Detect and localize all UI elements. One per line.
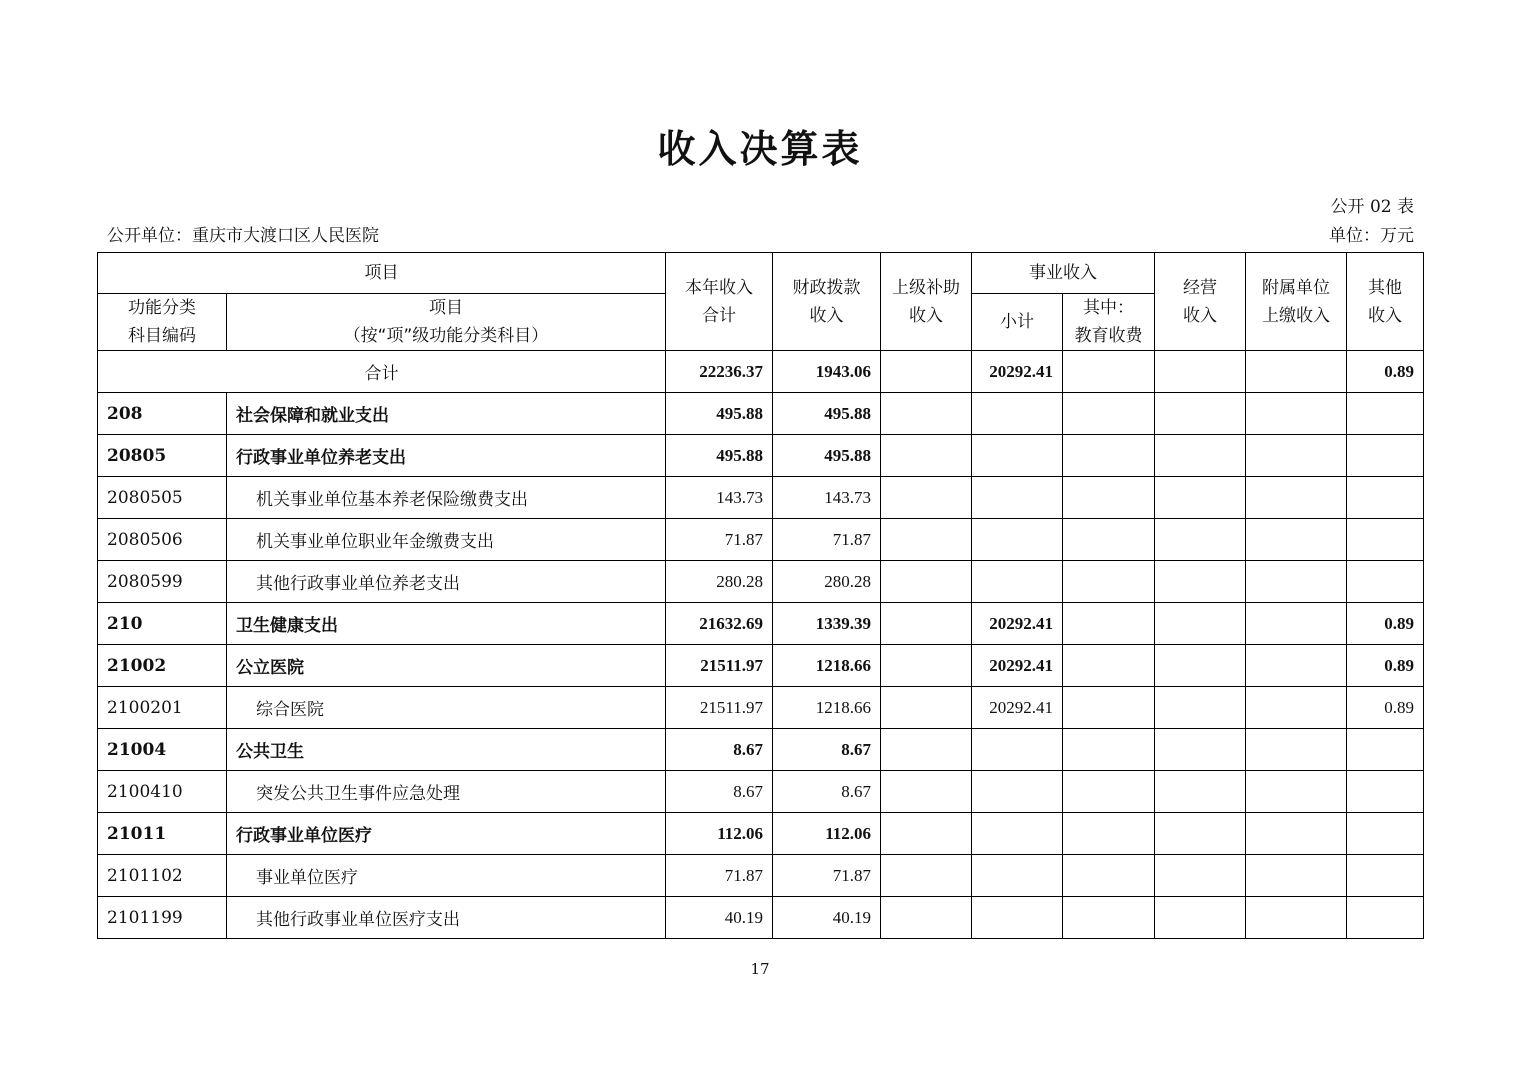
row-name-text: 突发公共卫生事件应急处理 [256, 784, 460, 804]
total-edu-fee [1063, 351, 1155, 393]
row-code: 2080505 [98, 477, 227, 519]
row-operating [1155, 729, 1246, 771]
table-row [98, 393, 1424, 435]
row-affiliate [1246, 771, 1347, 813]
row-operating [1155, 855, 1246, 897]
row-edu-fee [1063, 561, 1155, 603]
total-label: 合计 [98, 351, 666, 393]
row-superior-subsidy [881, 771, 972, 813]
row-subtotal: 20292.41 [972, 687, 1063, 729]
table-row [98, 519, 1424, 561]
reporting-unit: 公开单位：重庆市大渡口区人民医院 [107, 226, 379, 246]
row-fiscal: 495.88 [773, 393, 881, 435]
row-total: 8.67 [666, 729, 773, 771]
row-code: 208 [98, 393, 227, 435]
row-affiliate [1246, 687, 1347, 729]
form-number: 公开 02 表 [1330, 197, 1414, 217]
table-row [98, 855, 1424, 897]
row-subtotal [972, 519, 1063, 561]
row-total: 280.28 [666, 561, 773, 603]
row-edu-fee [1063, 435, 1155, 477]
header-fiscal: 财政拨款 收入 [773, 253, 881, 351]
row-subtotal [972, 897, 1063, 939]
row-code: 21011 [98, 813, 227, 855]
row-operating [1155, 519, 1246, 561]
row-operating [1155, 477, 1246, 519]
row-name-text: 公共卫生 [236, 742, 304, 762]
header-business-group: 事业收入 [972, 253, 1155, 294]
total-affiliate [1246, 351, 1347, 393]
row-operating [1155, 603, 1246, 645]
row-affiliate [1246, 855, 1347, 897]
table-row [98, 603, 1424, 645]
header-affiliate: 附属单位 上缴收入 [1246, 253, 1347, 351]
row-fiscal: 495.88 [773, 435, 881, 477]
row-superior-subsidy [881, 897, 972, 939]
row-code: 2100201 [98, 687, 227, 729]
row-affiliate [1246, 813, 1347, 855]
row-name-text: 事业单位医疗 [256, 868, 358, 888]
row-name-text: 机关事业单位职业年金缴费支出 [256, 532, 494, 552]
row-other [1347, 729, 1424, 771]
row-superior-subsidy [881, 687, 972, 729]
total-other: 0.89 [1347, 351, 1424, 393]
row-name [227, 435, 666, 477]
row-other [1347, 561, 1424, 603]
row-name [227, 603, 666, 645]
row-fiscal: 1339.39 [773, 603, 881, 645]
table-row [98, 813, 1424, 855]
row-edu-fee [1063, 519, 1155, 561]
row-total: 495.88 [666, 435, 773, 477]
total-operating [1155, 351, 1246, 393]
total-row [98, 351, 1424, 393]
row-code: 20805 [98, 435, 227, 477]
header-superior-subsidy: 上级补助 收入 [881, 253, 972, 351]
row-edu-fee [1063, 687, 1155, 729]
table-row [98, 645, 1424, 687]
row-code: 21004 [98, 729, 227, 771]
row-fiscal: 71.87 [773, 855, 881, 897]
row-other: 0.89 [1347, 645, 1424, 687]
row-name-text: 其他行政事业单位医疗支出 [256, 910, 460, 930]
row-affiliate [1246, 729, 1347, 771]
row-subtotal [972, 813, 1063, 855]
row-fiscal: 112.06 [773, 813, 881, 855]
row-affiliate [1246, 519, 1347, 561]
row-subtotal: 20292.41 [972, 645, 1063, 687]
row-name [227, 855, 666, 897]
row-edu-fee [1063, 645, 1155, 687]
row-fiscal: 71.87 [773, 519, 881, 561]
row-total: 71.87 [666, 855, 773, 897]
row-affiliate [1246, 561, 1347, 603]
row-affiliate [1246, 897, 1347, 939]
row-fiscal: 1218.66 [773, 687, 881, 729]
row-total: 21511.97 [666, 645, 773, 687]
row-other: 0.89 [1347, 687, 1424, 729]
row-superior-subsidy [881, 603, 972, 645]
header-subtotal: 小计 [972, 294, 1063, 351]
row-other [1347, 393, 1424, 435]
row-affiliate [1246, 645, 1347, 687]
row-name [227, 771, 666, 813]
row-subtotal [972, 477, 1063, 519]
row-edu-fee [1063, 771, 1155, 813]
row-name-text: 其他行政事业单位养老支出 [256, 574, 460, 594]
row-subtotal [972, 729, 1063, 771]
row-superior-subsidy [881, 393, 972, 435]
row-other [1347, 435, 1424, 477]
row-name [227, 393, 666, 435]
row-total: 21632.69 [666, 603, 773, 645]
row-operating [1155, 687, 1246, 729]
table-body [98, 351, 1424, 939]
row-superior-subsidy [881, 729, 972, 771]
row-fiscal: 1218.66 [773, 645, 881, 687]
row-superior-subsidy [881, 561, 972, 603]
row-code: 2080506 [98, 519, 227, 561]
currency-unit: 单位：万元 [1329, 226, 1414, 246]
row-code: 2080599 [98, 561, 227, 603]
row-name [227, 519, 666, 561]
row-affiliate [1246, 393, 1347, 435]
row-subtotal [972, 855, 1063, 897]
row-superior-subsidy [881, 813, 972, 855]
row-other [1347, 771, 1424, 813]
row-affiliate [1246, 477, 1347, 519]
row-affiliate [1246, 603, 1347, 645]
row-total: 112.06 [666, 813, 773, 855]
row-subtotal [972, 393, 1063, 435]
row-superior-subsidy [881, 855, 972, 897]
header-edu-fee: 其中： 教育收费 [1063, 294, 1155, 351]
row-code: 2100410 [98, 771, 227, 813]
row-edu-fee [1063, 813, 1155, 855]
row-name [227, 645, 666, 687]
row-operating [1155, 435, 1246, 477]
header-item-group: 项目 [98, 253, 666, 294]
total-superior-subsidy [881, 351, 972, 393]
row-edu-fee [1063, 477, 1155, 519]
row-name [227, 561, 666, 603]
header-total: 本年收入 合计 [666, 253, 773, 351]
row-other [1347, 855, 1424, 897]
table-row [98, 897, 1424, 939]
row-fiscal: 40.19 [773, 897, 881, 939]
header-other: 其他 收入 [1347, 253, 1424, 351]
row-name-text: 行政事业单位医疗 [236, 826, 372, 846]
row-edu-fee [1063, 603, 1155, 645]
row-operating [1155, 771, 1246, 813]
table-row [98, 561, 1424, 603]
row-name-text: 综合医院 [256, 700, 324, 720]
row-fiscal: 8.67 [773, 729, 881, 771]
table-row [98, 477, 1424, 519]
row-name [227, 687, 666, 729]
row-superior-subsidy [881, 519, 972, 561]
header-operating: 经营 收入 [1155, 253, 1246, 351]
row-code: 210 [98, 603, 227, 645]
row-operating [1155, 813, 1246, 855]
row-total: 8.67 [666, 771, 773, 813]
row-total: 40.19 [666, 897, 773, 939]
table-row [98, 729, 1424, 771]
row-other: 0.89 [1347, 603, 1424, 645]
row-name-text: 行政事业单位养老支出 [236, 448, 406, 468]
row-total: 21511.97 [666, 687, 773, 729]
header-code: 功能分类 科目编码 [98, 294, 227, 351]
page-title: 收入决算表 [657, 127, 863, 171]
table-row [98, 435, 1424, 477]
row-operating [1155, 645, 1246, 687]
row-fiscal: 143.73 [773, 477, 881, 519]
row-subtotal [972, 435, 1063, 477]
row-edu-fee [1063, 897, 1155, 939]
row-total: 71.87 [666, 519, 773, 561]
row-edu-fee [1063, 393, 1155, 435]
row-other [1347, 813, 1424, 855]
row-code: 2101102 [98, 855, 227, 897]
row-other [1347, 897, 1424, 939]
row-other [1347, 519, 1424, 561]
row-fiscal: 280.28 [773, 561, 881, 603]
row-name [227, 729, 666, 771]
row-name [227, 477, 666, 519]
row-operating [1155, 393, 1246, 435]
header-item-name: 项目 （按“项”级功能分类科目） [227, 294, 666, 351]
table-row [98, 771, 1424, 813]
row-affiliate [1246, 435, 1347, 477]
row-total: 495.88 [666, 393, 773, 435]
row-name [227, 813, 666, 855]
row-fiscal: 8.67 [773, 771, 881, 813]
row-subtotal [972, 561, 1063, 603]
row-operating [1155, 897, 1246, 939]
row-edu-fee [1063, 855, 1155, 897]
row-name-text: 社会保障和就业支出 [236, 406, 389, 426]
row-superior-subsidy [881, 645, 972, 687]
row-name [227, 897, 666, 939]
row-superior-subsidy [881, 435, 972, 477]
row-superior-subsidy [881, 477, 972, 519]
row-total: 143.73 [666, 477, 773, 519]
row-code: 2101199 [98, 897, 227, 939]
row-name-text: 公立医院 [236, 658, 304, 678]
row-subtotal: 20292.41 [972, 603, 1063, 645]
row-subtotal [972, 771, 1063, 813]
total-subtotal: 20292.41 [972, 351, 1063, 393]
row-code: 21002 [98, 645, 227, 687]
row-name-text: 卫生健康支出 [236, 616, 338, 636]
row-name-text: 机关事业单位基本养老保险缴费支出 [256, 490, 528, 510]
total-total: 22236.37 [666, 351, 773, 393]
row-operating [1155, 561, 1246, 603]
table-row [98, 687, 1424, 729]
row-other [1347, 477, 1424, 519]
row-edu-fee [1063, 729, 1155, 771]
total-fiscal: 1943.06 [773, 351, 881, 393]
page-number: 17 [750, 960, 770, 978]
income-table [97, 252, 1424, 939]
